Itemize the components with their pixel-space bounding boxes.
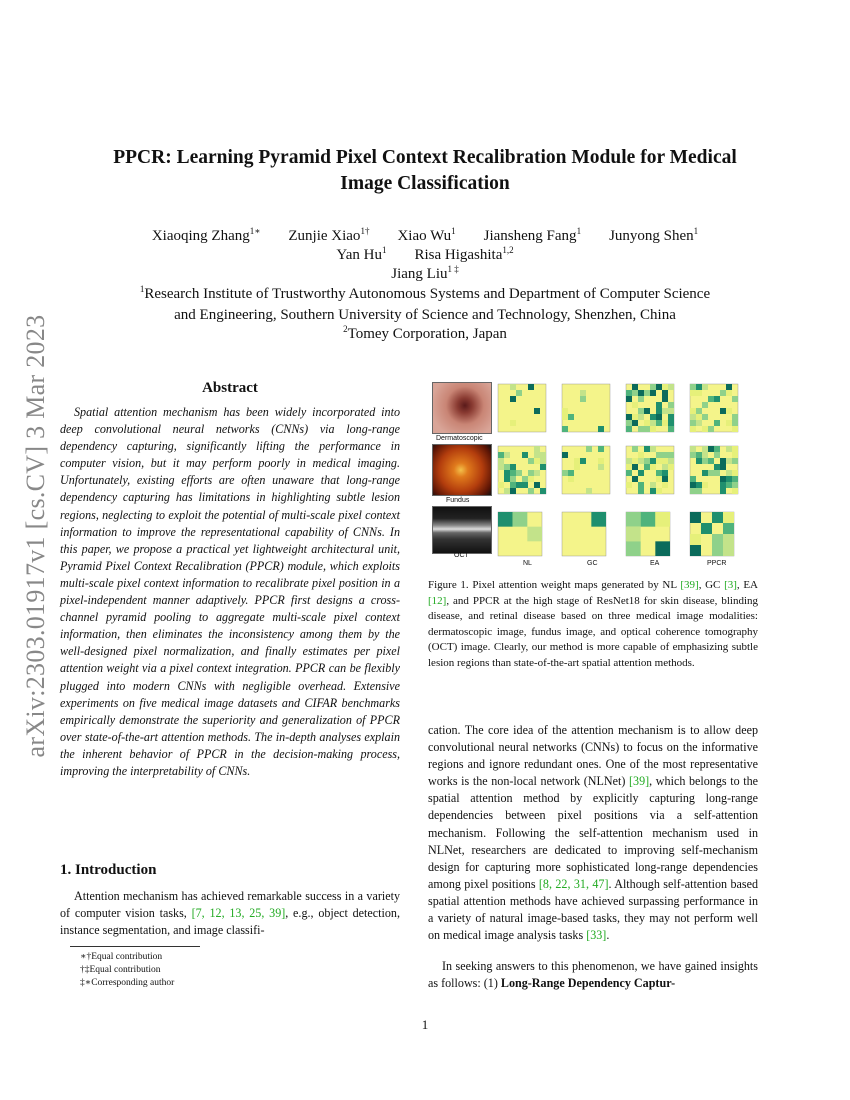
citation-link[interactable]: [39] — [629, 774, 650, 789]
attention-map-panel — [498, 512, 542, 556]
author-name: Zunjie Xiao$^{1\dagger}$ — [288, 226, 370, 244]
col-label-gc: GC — [587, 560, 598, 567]
affiliation-1: $^1$Research Institute of Trustworthy Autonomous Systems and Department of Computer Science and Engineering, Southern University of Science and Technology, Shenzhen, China — [139, 284, 711, 323]
authors-row-1 — [80, 226, 770, 246]
citation-link[interactable]: [7, 12, 13, 25, 39] — [191, 906, 286, 921]
author-name: Jiang Liu$^{1 \ddagger}$ — [391, 264, 459, 282]
title-line-2: Image Classification — [340, 173, 510, 194]
attention-map-panel — [626, 446, 674, 494]
intro-paragraph: Attention mechanism has achieved remarkable success in a variety of computer vision tasks, [7, 12, 13, 25, 39], e.g., object detection, instance segmentation, and image classifi- — [60, 889, 400, 938]
attention-map-panel — [626, 512, 670, 556]
figure-1-caption: Figure 1. Pixel attention weight maps generated by NL [39], GC [3], EA [12], and PPCR at the high stage of ResNet18 for skin disease, blinding disease, and retinal disease based on three medical image modalities: dermatoscopic image, fundus image, and optical coherence tomography (OCT) image. Clearly, our method is more capable of emphasizing subtle lesion regions than state-of-the-art spatial attention methods. — [428, 579, 758, 669]
citation-link[interactable]: [8, 22, 31, 47] — [538, 876, 609, 891]
affiliation-2: $^2$Tomey Corporation, Japan — [343, 324, 507, 342]
attention-map-panel — [562, 384, 610, 432]
attention-map-panel — [562, 512, 606, 556]
attention-map-panel — [690, 512, 734, 556]
col-label-ea: EA — [650, 560, 660, 567]
section-heading-introduction: 1. Introduction — [60, 862, 157, 878]
author-name: Jiansheng Fang$^1$ — [483, 226, 582, 244]
figure-1-attention-maps — [428, 380, 758, 570]
attention-map-panel — [690, 384, 738, 432]
page-number: 1 — [421, 1017, 429, 1032]
citation-link[interactable]: [12] — [428, 594, 447, 607]
author-name: Xiao Wu$^1$ — [397, 226, 456, 244]
arxiv-identifier: arXiv:2303.01917v1 [cs.CV] 3 Mar 2023 — [21, 314, 50, 758]
author-name: Xiaoqing Zhang$^{1∗}$ — [151, 226, 261, 244]
row-label-dermatoscopic: Dermatoscopic — [436, 435, 483, 442]
row-label-fundus: Fundus — [446, 497, 470, 504]
row-label-oct: OCT — [454, 552, 469, 559]
right-column-paragraph-1: cation. The core idea of the attention mechanism is to allow deep convolutional neural networks (CNNs) to focus on the informative regions and ignore redundant ones. One of the most representative works is the non-local network (NLNet) [39], which belongs to the spatial attention method by explicitly capturing long-range dependencies between pixel positions via a self-attention mechanism. Following the self-attention mechanism used in NLNet, researchers are dedicated to improving self-mechanism design for capturing more sophisticated long-range dependencies among pixel positions [8, 22, 31, 47]. Although self-attention based spatial attention methods have achieved surpassing performance in a variety of natural image-based tasks, they may not perform well on medical image analysis tasks [33]. — [428, 723, 758, 943]
author-name: Risa Higashita$^{1,2}$ — [414, 245, 514, 263]
author-name: Junyong Shen$^1$ — [609, 226, 699, 244]
authors-row-2 — [80, 245, 770, 265]
attention-map-panel — [498, 446, 546, 494]
citation-link[interactable]: [39] — [680, 579, 699, 591]
footnote-rule — [70, 946, 200, 947]
attention-map-panel — [690, 446, 738, 494]
title-line-1: PPCR: Learning Pyramid Pixel Context Recalibration Module for Medical — [113, 147, 737, 168]
heatmap-grid — [428, 380, 758, 570]
attention-map-panel — [498, 384, 546, 432]
author-name: Yan Hu$^1$ — [336, 245, 387, 263]
col-label-nl: NL — [523, 560, 532, 567]
footnote-3: ‡∗Corresponding author — [80, 978, 175, 988]
col-label-ppcr: PPCR — [707, 560, 727, 567]
citation-link[interactable]: [33] — [586, 928, 607, 943]
right-column-paragraph-2: In seeking answers to this phenomenon, we have gained insights as follows: (1) Long-Range Dependency Captur- — [428, 959, 758, 991]
abstract-heading: Abstract — [202, 380, 258, 396]
attention-map-panel — [626, 384, 674, 432]
footnote-1: ∗†Equal contribution — [80, 952, 163, 962]
paper-title — [80, 145, 770, 197]
abstract-text: Spatial attention mechanism has been widely incorporated into deep convolutional neural networks (CNNs) via long-range dependency capturing, significantly lifting the performance in computer vision, but it may perform poorly in medical imaging. Unfortunately, existing efforts are often unaware that long-range dependency capturing has limitations in highlighting subtle lesion regions, neglecting to exploit the potential of multi-scale pixel context information to improve the representational capability of CNNs. In this paper, we propose a practical yet lightweight architectural unit, Pyramid Pixel Context Recalibration (PPCR) module, which exploits multi-scale pixel context information to recalibrate pixel position in a pixel-independent manner adaptively. PPCR first designs a cross-channel pyramid pooling to aggregate multi-scale pixel context information, then eliminates the inconsistency among them by the well-designed pixel normalization, and finally estimates per pixel attention weight via a pixel context integration. PPCR can be flexibly plugged into modern CNNs with negligible overhead. Extensive experiments on five medical image datasets and CIFAR benchmarks empirically demonstrate the superiority and generalization of PPCR over state-of-the-art attention methods. The in-depth analyses explain the inherent behavior of PPCR in the decision-making process, improving the interpretability of CNNs. — [60, 405, 400, 778]
attention-map-panel — [562, 446, 610, 494]
footnote-2: †‡Equal contribution — [80, 965, 161, 975]
citation-link[interactable]: [3] — [724, 579, 737, 591]
authors-row-3 — [80, 264, 770, 284]
